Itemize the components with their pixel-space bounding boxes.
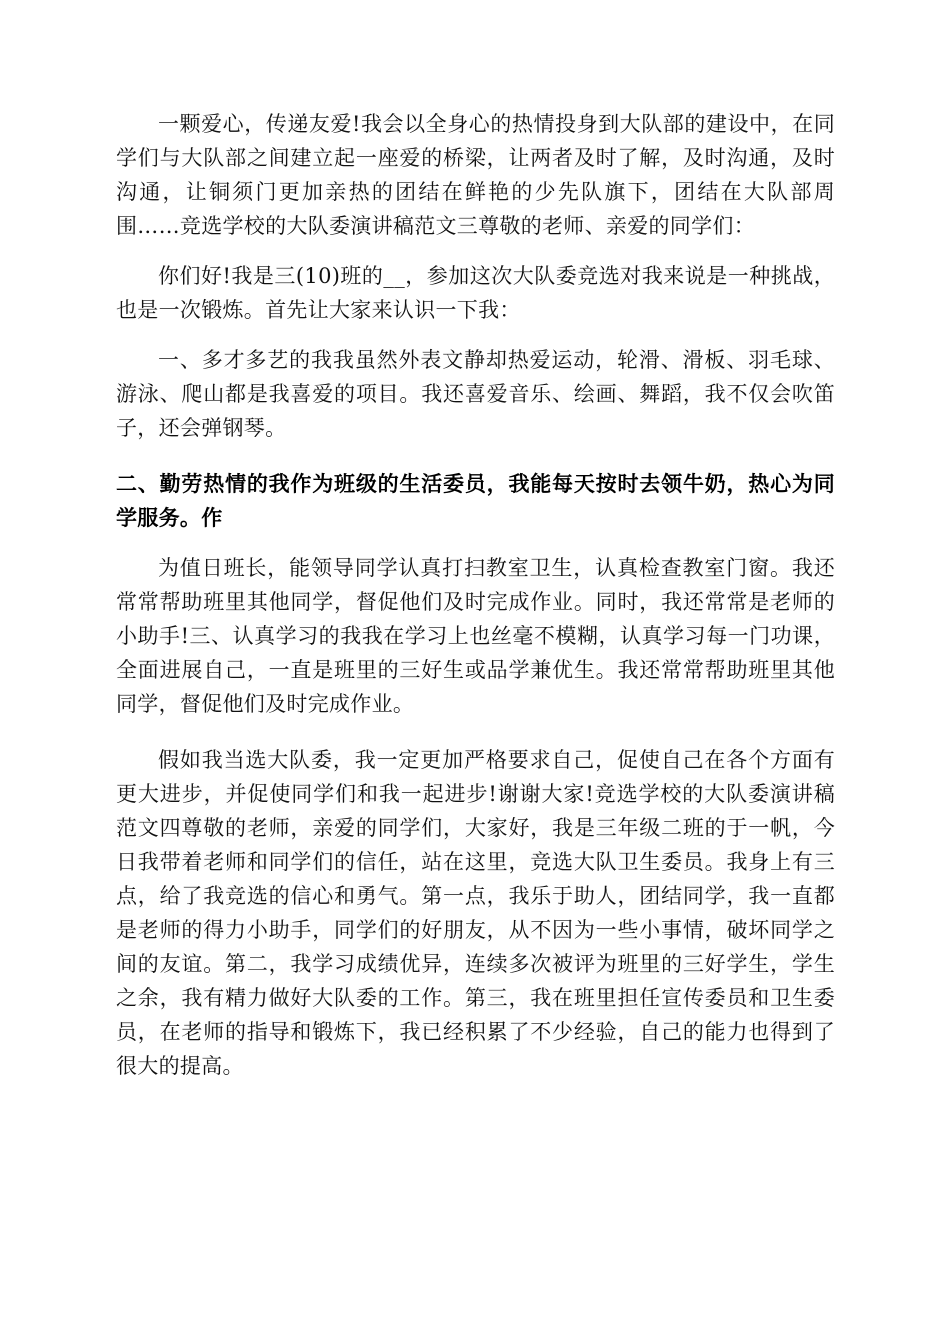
section-heading-point-two: 二、勤劳热情的我作为班级的生活委员，我能每天按时去领牛奶，热心为同学服务。作	[116, 472, 835, 530]
paragraph-intro: 一颗爱心，传递友爱!我会以全身心的热情投身到大队部的建设中，在同学们与大队部之间建立起一座爱的桥梁，让两者及时了解，及时沟通，及时沟通，让铜须门更加亲热的团结在鲜艳的少先队旗下，团结在大队部周围……竞选学校的大队委演讲稿范文三尊敬的老师、亲爱的同学们：	[116, 112, 835, 238]
document-page	[116, 107, 835, 1083]
paragraph-point-one: 一、多才多艺的我我虽然外表文静却热爱运动，轮滑、滑板、羽毛球、游泳、爬山都是我喜爱的项目。我还喜爱音乐、绘画、舞蹈，我不仅会吹笛子，还会弹钢琴。	[116, 348, 835, 440]
paragraph-closing: 假如我当选大队委，我一定更加严格要求自己，促使自己在各个方面有更大进步，并促使同学们和我一起进步!谢谢大家!竞选学校的大队委演讲稿范文四尊敬的老师，亲爱的同学们，大家好，我是三年级二班的于一帆，今日我带着老师和同学们的信任，站在这里，竞选大队卫生委员。我身上有三点，给了我竞选的信心和勇气。第一点，我乐于助人，团结同学，我一直都是老师的得力小助手，同学们的好朋友，从不因为一些小事情，破坏同学之间的友谊。第二，我学习成绩优异，连续多次被评为班里的三好学生，学生之余，我有精力做好大队委的工作。第三，我在班里担任宣传委员和卫生委员，在老师的指导和锻炼下，我已经积累了不少经验，自己的能力也得到了很大的提高。	[116, 748, 835, 1078]
paragraph-duty-monitor: 为值日班长，能领导同学认真打扫教室卫生，认真检查教室门窗。我还常常帮助班里其他同学，督促他们及时完成作业。同时，我还常常是老师的小助手!三、认真学习的我我在学习上也丝毫不模糊，认真学习每一门功课，全面进展自己，一直是班里的三好生或品学兼优生。我还常常帮助班里其他同学，督促他们及时完成作业。	[116, 556, 835, 716]
paragraph-greeting: 你们好!我是三(10)班的__，参加这次大队委竞选对我来说是一种挑战，也是一次锻炼。首先让大家来认识一下我：	[116, 264, 835, 322]
